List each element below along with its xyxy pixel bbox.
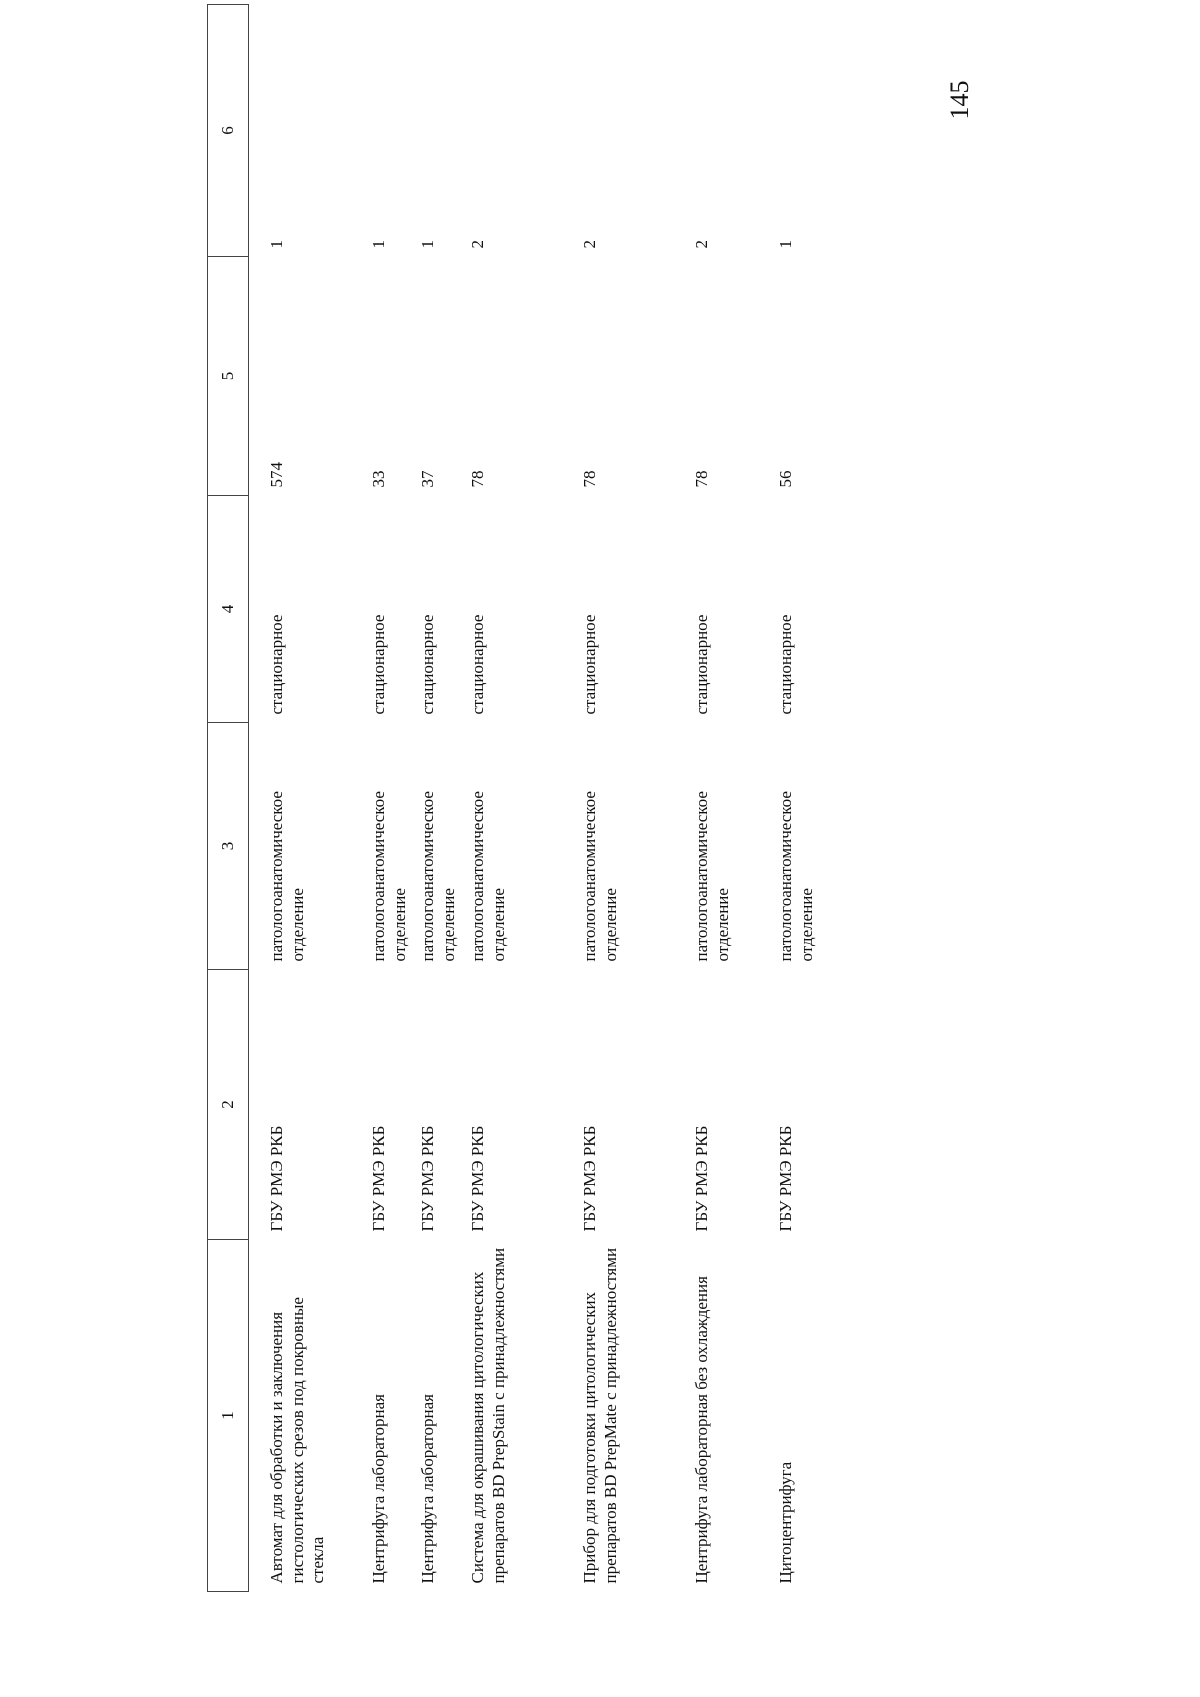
- department-cell: патологоанатомическое отделение: [692, 791, 733, 962]
- quantity-cell: 2: [580, 240, 600, 249]
- type-cell: стационарное: [418, 614, 438, 715]
- equipment-name-cell: Прибор для подготовки цитологических препаратов BD PrepMate с принадлежностями: [580, 1247, 621, 1584]
- organization-cell: ГБУ РМЭ РКБ: [418, 1125, 438, 1232]
- page-number: 145: [945, 80, 974, 120]
- organization-cell: ГБУ РМЭ РКБ: [369, 1125, 388, 1232]
- organization-cell: ГБУ РМЭ РКБ: [776, 1125, 796, 1232]
- department-cell: патологоанатомическое отделение: [468, 791, 509, 962]
- quantity-cell: 1: [776, 240, 796, 249]
- col5-cell: 78: [580, 470, 600, 488]
- quantity-cell: 2: [468, 240, 488, 249]
- col5-cell: 78: [468, 470, 488, 488]
- equipment-name-cell: Центрифуга лабораторная: [418, 1394, 438, 1584]
- col5-cell: 37: [418, 470, 438, 488]
- header-col-2: 2: [208, 970, 249, 1240]
- table-row: [768, 5, 836, 1592]
- quantity-cell: 2: [692, 240, 712, 249]
- table-row: [249, 5, 356, 1592]
- equipment-name-cell: Центрифуга лабораторная: [369, 1394, 388, 1584]
- organization-cell: ГБУ РМЭ РКБ: [267, 1125, 286, 1232]
- table-container: [207, 107, 1200, 1584]
- type-cell: стационарное: [776, 614, 796, 715]
- type-cell: стационарное: [692, 614, 712, 715]
- table-row: [460, 5, 572, 1592]
- organization-cell: ГБУ РМЭ РКБ: [580, 1125, 600, 1232]
- rotated-page-content: [207, 107, 985, 1592]
- equipment-name-cell: Автомат для обработки и заключения гистологических срезов под покровные стекла: [267, 1297, 328, 1584]
- equipment-name-cell: Центрифуга лабораторная без охлаждения: [692, 1276, 712, 1584]
- table-row: [572, 5, 684, 1592]
- col5-cell: 574: [267, 462, 286, 488]
- header-col-4: 4: [208, 496, 249, 723]
- type-cell: стационарное: [369, 614, 388, 715]
- header-col-6: 6: [208, 5, 249, 257]
- department-cell: патологоанатомическое отделение: [369, 791, 409, 962]
- department-cell: патологоанатомическое отделение: [580, 791, 621, 962]
- equipment-table: [207, 4, 836, 1592]
- quantity-cell: 1: [369, 240, 388, 249]
- equipment-name-cell: Система для окрашивания цитологических препаратов BD PrepStain с принадлежностями: [468, 1247, 509, 1584]
- department-cell: патологоанатомическое отделение: [776, 791, 817, 962]
- type-cell: стационарное: [468, 614, 488, 715]
- table-row: [684, 5, 768, 1592]
- header-col-1: 1: [208, 1240, 249, 1592]
- header-col-5: 5: [208, 257, 249, 496]
- quantity-cell: 1: [267, 240, 286, 249]
- table-row: [355, 5, 410, 1592]
- quantity-cell: 1: [418, 240, 438, 249]
- type-cell: стационарное: [267, 614, 286, 715]
- table-row: [410, 5, 460, 1592]
- table-header-row: [208, 5, 249, 1592]
- type-cell: стационарное: [580, 614, 600, 715]
- col5-cell: 33: [369, 470, 388, 488]
- organization-cell: ГБУ РМЭ РКБ: [468, 1125, 488, 1232]
- equipment-name-cell: Цитоцентрифуга: [776, 1461, 796, 1584]
- header-col-3: 3: [208, 723, 249, 970]
- col5-cell: 56: [776, 470, 796, 488]
- col5-cell: 78: [692, 470, 712, 488]
- organization-cell: ГБУ РМЭ РКБ: [692, 1125, 712, 1232]
- department-cell: патологоанатомическое отделение: [418, 791, 459, 962]
- department-cell: патологоанатомическое отделение: [267, 791, 307, 962]
